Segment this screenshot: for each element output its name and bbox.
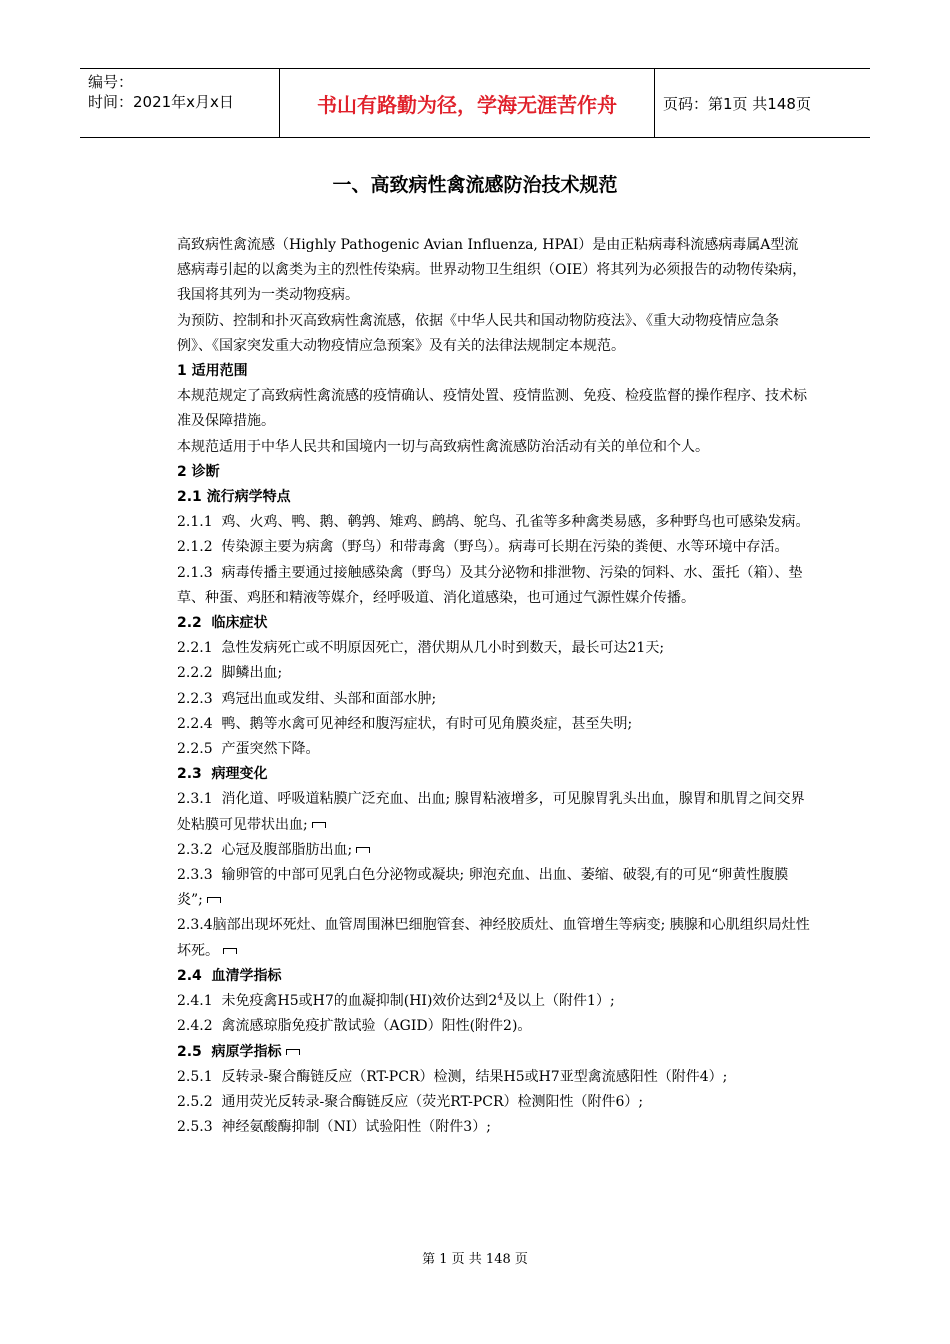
basis-paragraph: 为预防、控制和扑灭高致病性禽流感，依据《中华人民共和国动物防疫法》、《重大动物疫情应急条例》、《国家突发重大动物疫情应急预案》及有关的法律法规制定本规范。: [177, 312, 779, 354]
scope-paragraph-1: 本规范规定了高致病性禽流感的疫情确认、疫情处置、疫情监测、免疫、检疫监督的操作程序、技术标准及保障措施。: [177, 388, 807, 430]
header-motto: 书山有路勤为径，学海无涯苦作舟: [280, 69, 655, 137]
item-2-3-4: [145, 913, 810, 963]
subsection-heading-etiology-text: 2.5 病原学指标: [177, 1043, 282, 1060]
item-2-3-1: [145, 787, 810, 837]
edit-mark-icon: [286, 1049, 300, 1055]
section-heading-scope: 1 适用范围: [177, 363, 248, 380]
subsection-heading-etiology: [145, 1040, 810, 1065]
subsection-heading-epidemiology: 2.1 流行病学特点: [177, 489, 291, 506]
item-2-5-1: 2.5.1 反转录-聚合酶链反应（RT-PCR）检测，结果H5或H7亚型禽流感阳性（附件4）;: [177, 1068, 728, 1085]
subsection-heading-pathology: 2.3 病理变化: [177, 766, 268, 783]
document-header: [80, 68, 870, 138]
section-heading-diagnosis: 2 诊断: [177, 463, 220, 480]
number-label: 编号：: [88, 73, 134, 91]
edit-mark-icon: [223, 948, 237, 954]
header-meta-cell: [80, 69, 280, 137]
item-2-3-3: [145, 863, 810, 913]
item-2-1-3: 2.1.3 病毒传播主要通过接触感染禽（野鸟）及其分泌物和排泄物、污染的饲料、水、蛋托（箱）、垫草、种蛋、鸡胚和精液等媒介，经呼吸道、消化道感染，也可通过气源性媒介传播。: [177, 564, 803, 606]
intro-paragraph: 高致病性禽流感（Highly Pathogenic Avian Influenza, HPAI）是由正粘病毒科流感病毒属A型流感病毒引起的以禽类为主的烈性传染病。世界动物卫生组织（OIE）将其列为必须报告的动物传染病，我国将其列为一类动物疫病。: [177, 237, 807, 304]
item-2-2-5: 2.2.5 产蛋突然下降。: [177, 741, 320, 758]
item-2-2-2: 2.2.2 脚鳞出血;: [177, 665, 283, 682]
item-2-3-3-text: 2.3.3 输卵管的中部可见乳白色分泌物或凝块; 卵泡充血、出血、萎缩、破裂,有的可见“卵黄性腹膜炎”;: [177, 867, 789, 909]
item-2-4-1-text-a: 2.4.1 未免疫禽H5或H7的血凝抑制(HI)效价达到2: [177, 993, 498, 1010]
item-2-5-3: 2.5.3 神经氨酸酶抑制（NI）试验阳性（附件3）;: [177, 1119, 491, 1136]
item-2-4-1: [145, 989, 810, 1014]
item-2-1-2: 2.1.2 传染源主要为病禽（野鸟）和带毒禽（野鸟）。病毒可长期在污染的粪便、水等环境中存活。: [177, 539, 789, 556]
scope-paragraph-2: 本规范适用于中华人民共和国境内一切与高致病性禽流感防治活动有关的单位和个人。: [177, 438, 709, 455]
header-page-info: 页码：第1页 共148页: [663, 94, 811, 113]
item-2-2-3: 2.2.3 鸡冠出血或发绀、头部和面部水肿;: [177, 690, 437, 707]
item-2-5-2: 2.5.2 通用荧光反转录-聚合酶链反应（荧光RT-PCR）检测阳性（附件6）;: [177, 1093, 644, 1110]
item-2-2-1: 2.2.1 急性发病死亡或不明原因死亡，潜伏期从几小时到数天，最长可达21天;: [177, 640, 665, 657]
item-2-1-1: 2.1.1 鸡、火鸡、鸭、鹅、鹌鹑、雉鸡、鹧鸪、鸵鸟、孔雀等多种禽类易感，多种野鸟也可感染发病。: [177, 514, 810, 531]
edit-mark-icon: [207, 897, 221, 903]
subsection-heading-serology: 2.4 血清学指标: [177, 967, 282, 984]
item-2-4-1-text-b: 及以上（附件1）;: [503, 993, 615, 1010]
item-2-3-4-text: 2.3.4脑部出现坏死灶、血管周围淋巴细胞管套、神经胶质灶、血管增生等病变; 胰腺和心肌组织局灶性坏死。: [177, 917, 810, 959]
document-title: 一、高致病性禽流感防治技术规范: [332, 174, 618, 196]
edit-mark-icon: [356, 847, 370, 853]
superscript-exponent: 4: [497, 992, 504, 1003]
item-2-3-2: [145, 838, 810, 863]
page-footer: 第 1 页 共 148 页: [422, 1252, 528, 1267]
item-2-2-4: 2.2.4 鸭、鹅等水禽可见神经和腹泻症状，有时可见角膜炎症，甚至失明;: [177, 715, 633, 732]
subsection-heading-symptoms: 2.2 临床症状: [177, 615, 268, 632]
edit-mark-icon: [312, 822, 326, 828]
item-2-3-2-text: 2.3.2 心冠及腹部脂肪出血;: [177, 841, 353, 858]
item-2-4-2: 2.4.2 禽流感琼脂免疫扩散试验（AGID）阳性(附件2)。: [177, 1018, 532, 1035]
time-label: 时间：2021年x月x日: [88, 93, 234, 111]
item-2-3-1-text: 2.3.1 消化道、呼吸道粘膜广泛充血、出血; 腺胃粘液增多，可见腺胃乳头出血，腺胃和肌胃之间交界处粘膜可见带状出血;: [177, 791, 805, 833]
document-body: [145, 233, 810, 1140]
